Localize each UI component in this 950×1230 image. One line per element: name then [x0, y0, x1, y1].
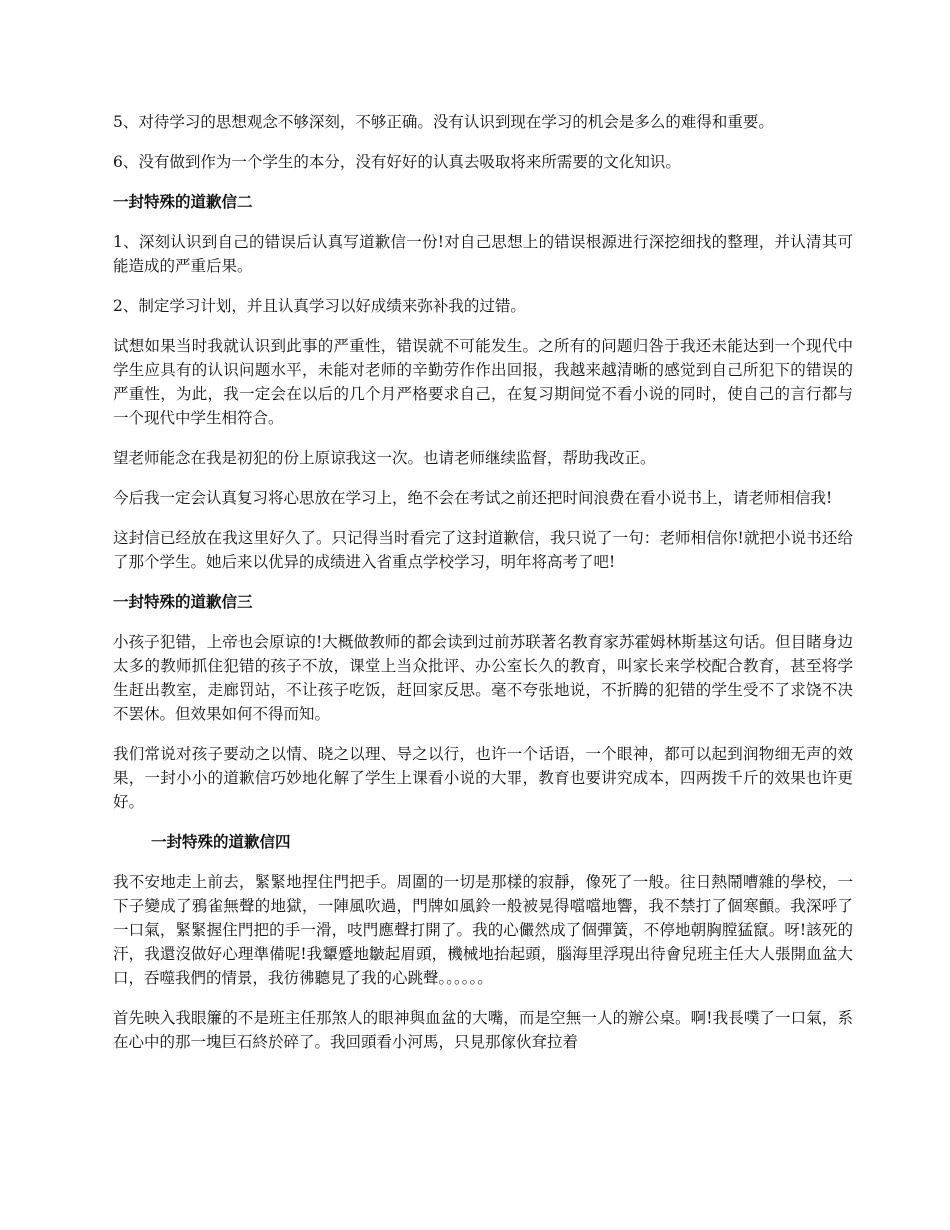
section-heading: 一封特殊的道歉信四 — [151, 832, 291, 851]
paragraph: 6、没有做到作为一个学生的本分，没有好好的认真去吸取将来所需要的文化知识。 — [113, 153, 681, 171]
paragraph: 首先映入我眼簾的不是班主任那煞人的眼神與血盆的大嘴，而是空無一人的辦公桌。啊!我長噗了一口氣，系在心中的那一塊巨石終於碎了。我回頭看小河馬，只見那傢伙耷拉着 — [113, 1009, 853, 1051]
paragraph: 试想如果当时我就认识到此事的严重性，错误就不可能发生。之所有的问题归咎于我还未能达到一个现代中学生应具有的认识问题水平，未能对老师的辛勤劳作作出回报，我越来越清晰的感觉到自己所犯下的错误的严重性，为此，我一定会在以后的几个月严格要求自己，在复习期间觉不看小说的同时，使自己的言行都与一个现代中学生相符合。 — [113, 337, 853, 427]
paragraph: 我们常说对孩子要动之以情、晓之以理、导之以行，也许一个话语，一个眼神，都可以起到润物细无声的效果，一封小小的道歉信巧妙地化解了学生上课看小说的大罪，教育也要讲究成本，四两拨千斤的效果也许更好。 — [113, 745, 853, 811]
paragraph: 小孩子犯错，上帝也会原谅的!大概做教师的都会读到过前苏联著名教育家苏霍姆林斯基这句话。但目睹身边太多的教师抓住犯错的孩子不放，课堂上当众批评、办公室长久的教育，叫家长来学校配合教育，甚至将学生赶出教室，走廊罚站，不让孩子吃饭，赶回家反思。毫不夸张地说，不折腾的犯错的学生受不了求饶不决不罢休。但效果如何不得而知。 — [113, 633, 853, 723]
paragraph: 我不安地走上前去，緊緊地捏住門把手。周圍的一切是那樣的寂靜，像死了一般。往日熱鬧嘈雜的學校，一下子變成了鴉雀無聲的地獄，一陣風吹過，門牌如風鈴一般被晃得噹噹地響，我不禁打了個寒顫。我深呼了一口氣，緊緊握住門把的手一滑，吱門應聲打開了。我的心儼然成了個彈簧，不停地朝胸膛猛竄。呀!該死的汗，我還沒做好心理準備呢!我顰蹙地皺起眉頭，機械地抬起頭，腦海里浮現出待會兒班主任大人張開血盆大口，吞噬我們的情景，我彷彿聽見了我的心跳聲。。。。。。 — [113, 873, 853, 987]
paragraph: 2、制定学习计划，并且认真学习以好成绩来弥补我的过错。 — [113, 297, 526, 315]
paragraph: 5、对待学习的思想观念不够深刻，不够正确。没有认识到现在学习的机会是多么的难得和重要。 — [113, 113, 774, 131]
section-heading: 一封特殊的道歉信二 — [113, 192, 253, 211]
section-heading: 一封特殊的道歉信三 — [113, 592, 253, 611]
paragraph: 今后我一定会认真复习将心思放在学习上，绝不会在考试之前还把时间浪费在看小说书上，请老师相信我! — [113, 489, 833, 507]
paragraph: 望老师能念在我是初犯的份上原谅我这一次。也请老师继续监督，帮助我改正。 — [113, 449, 656, 467]
document-page — [113, 110, 853, 1070]
paragraph: 这封信已经放在我这里好久了。只记得当时看完了这封道歉信，我只说了一句：老师相信你!就把小说书还给了那个学生。她后来以优异的成绩进入省重点学校学习，明年将高考了吧! — [113, 529, 853, 571]
paragraph: 1、深刻认识到自己的错误后认真写道歉信一份!对自己思想上的错误根源进行深挖细找的整理，并认清其可能造成的严重后果。 — [113, 233, 853, 275]
